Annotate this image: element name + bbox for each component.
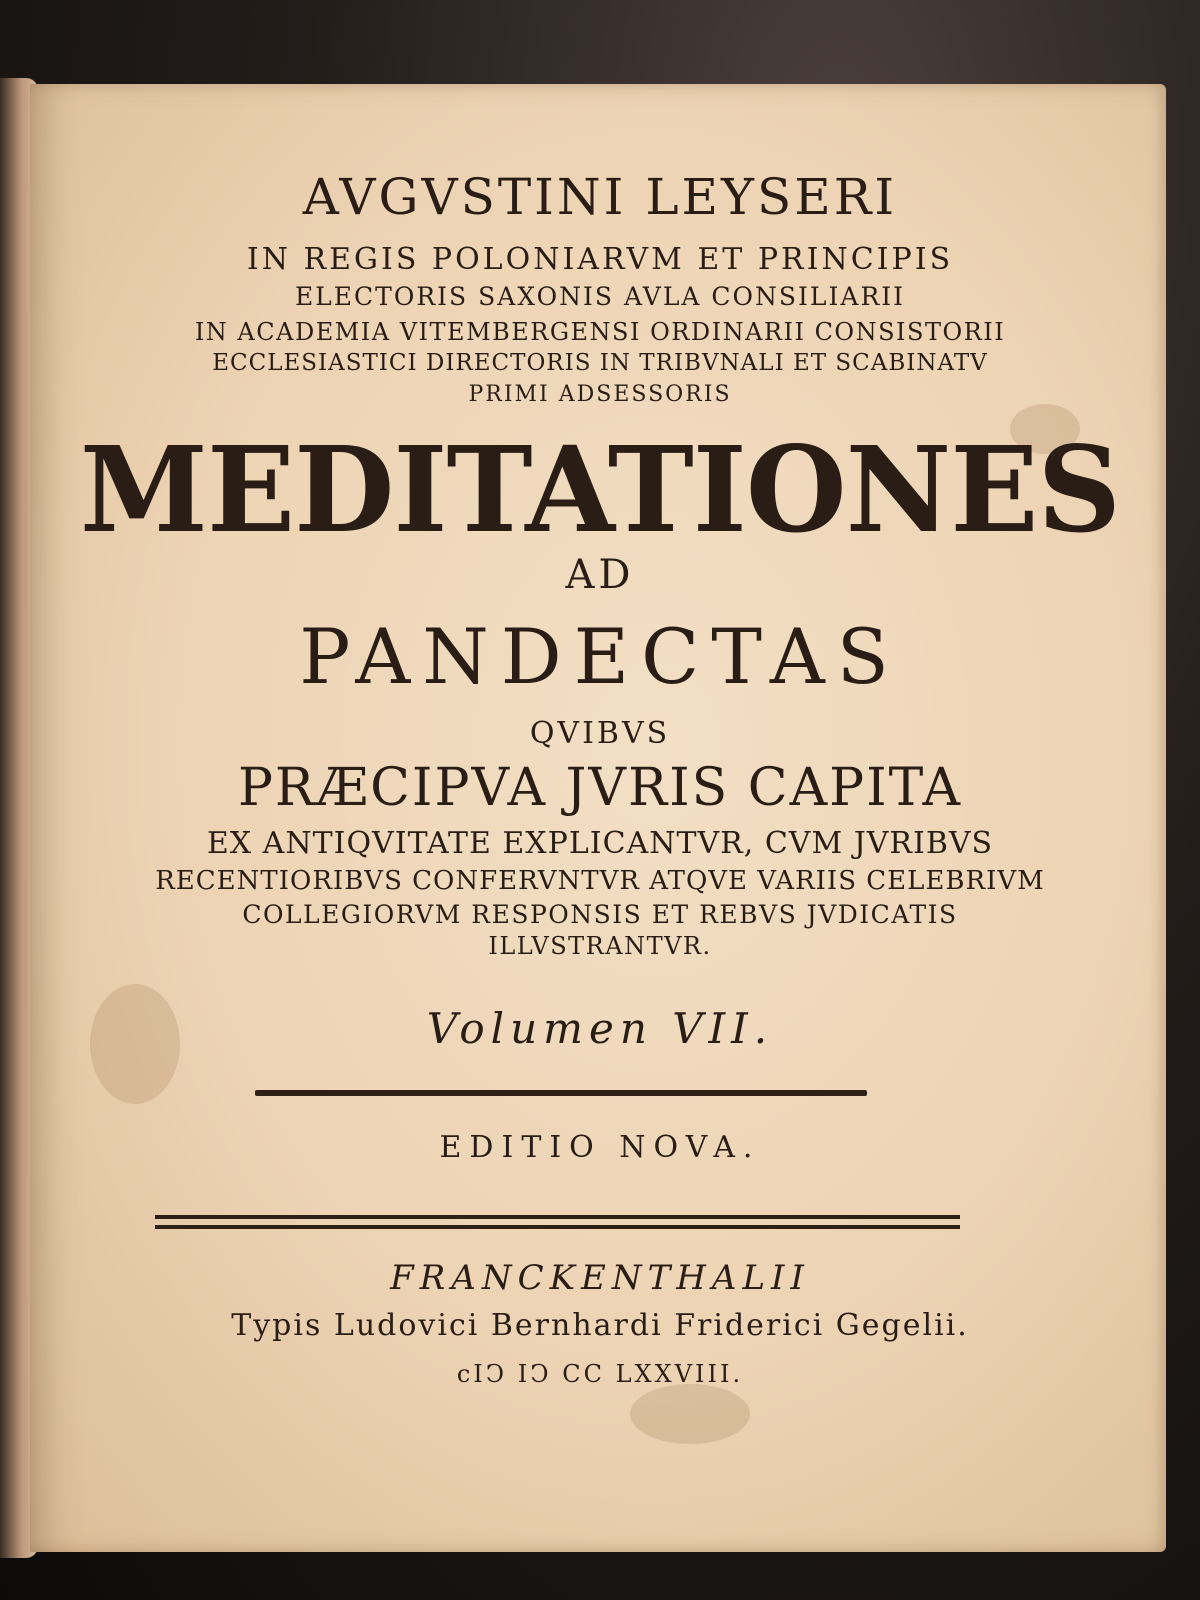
author-title-line: ECCLESIASTICI DIRECTORIS IN TRIBVNALI ET SCABINATV <box>212 350 988 376</box>
title-pandectas: PANDECTAS <box>299 612 901 701</box>
imprint-place: FRANCKENTHALII <box>390 1258 810 1298</box>
author-title-line: PRIMI ADSESSORIS <box>468 382 732 407</box>
author-title-line: IN ACADEMIA VITEMBERGENSI ORDINARII CONSISTORII <box>194 318 1006 346</box>
subtitle-praecipua: PRÆCIPVA JVRIS CAPITA <box>237 758 963 818</box>
author-title-line: IN REGIS POLONIARVM ET PRINCIPIS <box>246 242 954 277</box>
subtitle-line: COLLEGIORVM RESPONSIS ET REBVS JVDICATIS <box>242 900 958 929</box>
horizontal-rule <box>255 1090 867 1096</box>
subtitle-line: EX ANTIQVITATE EXPLICANTVR, CVM JVRIBVS <box>206 826 994 861</box>
double-rule-top <box>155 1215 960 1219</box>
author-title-line: ELECTORIS SAXONIS AVLA CONSILIARII <box>294 282 906 311</box>
imprint-printer: Typis Ludovici Bernhardi Friderici Gegelii. <box>231 1308 969 1343</box>
edition-label: EDITIO NOVA. <box>439 1130 761 1165</box>
subtitle-quibus: QVIBVS <box>529 716 671 751</box>
volume-number: Volumen VII. <box>426 1004 774 1053</box>
paper-stain <box>630 1384 750 1444</box>
subtitle-line: RECENTIORIBVS CONFERVNTVR ATQVE VARIIS CELEBRIVM <box>155 866 1045 896</box>
title-connector: AD <box>565 552 635 598</box>
imprint-date: cIↃ IↃ CC LXXVIII. <box>456 1360 744 1388</box>
author-name: AVGVSTINI LEYSERI <box>302 168 898 226</box>
subtitle-line: ILLVSTRANTVR. <box>488 932 712 960</box>
double-rule-bottom <box>155 1225 960 1229</box>
main-title: MEDITATIONES <box>79 420 1121 559</box>
